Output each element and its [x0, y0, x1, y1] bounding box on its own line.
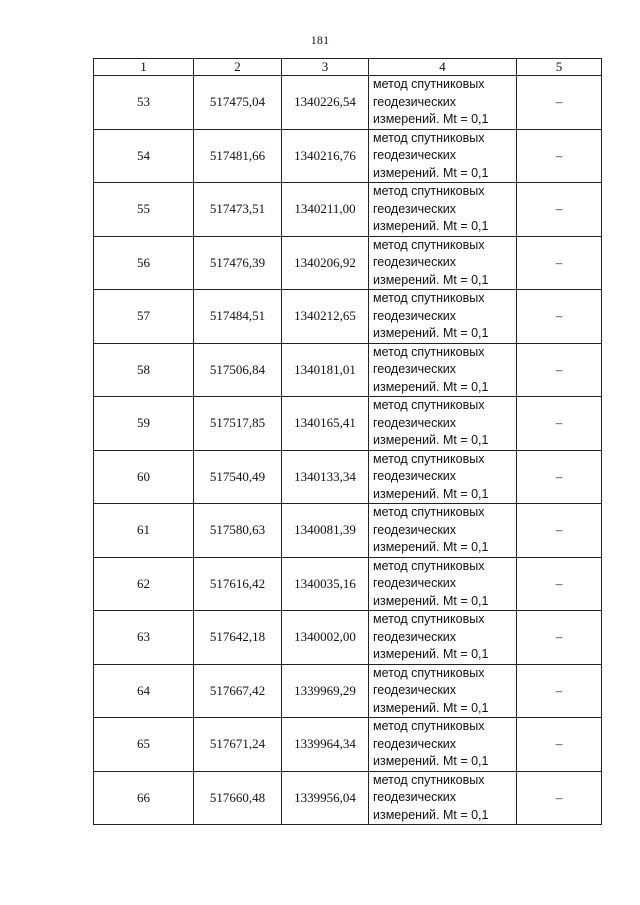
- y-coordinate-cell: 1340226,54: [282, 76, 369, 130]
- coordinates-table: [93, 58, 602, 825]
- note-cell: –: [517, 611, 602, 665]
- method-line: метод спутниковых: [373, 130, 485, 145]
- point-number-cell: 66: [94, 771, 194, 825]
- method-line: геодезических: [373, 255, 457, 269]
- point-number-cell: 61: [94, 504, 194, 558]
- y-coordinate-cell: 1340206,92: [282, 236, 369, 290]
- method-line: измерений. Mt = 0,1: [373, 754, 489, 768]
- x-coordinate-cell: 517642,18: [194, 611, 282, 665]
- y-coordinate-cell: 1339964,34: [282, 718, 369, 772]
- page-number: 181: [310, 33, 330, 47]
- method-line: геодезических: [373, 148, 457, 162]
- x-coordinate-cell: 517476,39: [194, 236, 282, 290]
- note-cell: –: [517, 557, 602, 611]
- point-number-cell: 64: [94, 664, 194, 718]
- method-line: метод спутниковых: [373, 772, 485, 787]
- method-cell: [369, 718, 517, 772]
- y-coordinate-cell: 1340133,34: [282, 450, 369, 504]
- y-coordinate-cell: 1340216,76: [282, 129, 369, 183]
- x-coordinate-cell: 517517,85: [194, 397, 282, 451]
- note-cell: –: [517, 343, 602, 397]
- x-coordinate-cell: 517616,42: [194, 557, 282, 611]
- y-coordinate-cell: 1340165,41: [282, 397, 369, 451]
- method-line: измерений. Mt = 0,1: [373, 219, 489, 233]
- method-line: геодезических: [373, 94, 457, 109]
- y-coordinate-cell: 1340212,65: [282, 290, 369, 344]
- point-number-cell: 65: [94, 718, 194, 772]
- method-line: геодезических: [373, 576, 457, 590]
- point-number-cell: 55: [94, 183, 194, 237]
- table-row: [94, 611, 602, 665]
- note-cell: –: [517, 771, 602, 825]
- method-cell: [369, 76, 517, 130]
- note-cell: –: [517, 504, 602, 558]
- method-line: измерений. Mt = 0,1: [373, 807, 489, 822]
- table-row: [94, 664, 602, 718]
- method-line: измерений. Mt = 0,1: [373, 379, 489, 394]
- method-line: метод спутниковых: [373, 344, 485, 359]
- table-row: [94, 397, 602, 451]
- point-number-cell: 62: [94, 557, 194, 611]
- method-line: метод спутниковых: [373, 237, 485, 252]
- method-cell: [369, 664, 517, 718]
- method-cell: [369, 290, 517, 344]
- table-row: [94, 343, 602, 397]
- y-coordinate-cell: 1339969,29: [282, 664, 369, 718]
- note-cell: –: [517, 129, 602, 183]
- method-cell: [369, 557, 517, 611]
- point-number-cell: 60: [94, 450, 194, 504]
- note-cell: –: [517, 664, 602, 718]
- method-cell: [369, 236, 517, 290]
- y-coordinate-cell: 1340081,39: [282, 504, 369, 558]
- column-header-5: 5: [517, 59, 602, 76]
- y-coordinate-cell: 1340181,01: [282, 343, 369, 397]
- column-header-2: 2: [194, 59, 282, 76]
- x-coordinate-cell: 517540,49: [194, 450, 282, 504]
- table-row: [94, 718, 602, 772]
- note-cell: –: [517, 397, 602, 451]
- method-line: измерений. Mt = 0,1: [373, 540, 489, 554]
- method-line: геодезических: [373, 201, 457, 216]
- column-header-1: 1: [94, 59, 194, 76]
- method-cell: [369, 450, 517, 504]
- note-cell: –: [517, 718, 602, 772]
- method-cell: [369, 397, 517, 451]
- method-line: метод спутниковых: [373, 558, 485, 573]
- method-cell: [369, 771, 517, 825]
- method-line: измерений. Mt = 0,1: [373, 112, 489, 126]
- table-row: [94, 771, 602, 825]
- method-line: измерений. Mt = 0,1: [373, 647, 489, 661]
- x-coordinate-cell: 517671,24: [194, 718, 282, 772]
- point-number-cell: 57: [94, 290, 194, 344]
- method-line: геодезических: [373, 629, 457, 644]
- method-line: геодезических: [373, 469, 457, 483]
- y-coordinate-cell: 1340002,00: [282, 611, 369, 665]
- method-line: геодезических: [373, 736, 457, 751]
- method-line: геодезических: [373, 308, 457, 323]
- point-number-cell: 58: [94, 343, 194, 397]
- table-header-row: [94, 59, 602, 76]
- table-body: [94, 76, 602, 825]
- point-number-cell: 63: [94, 611, 194, 665]
- method-line: измерений. Mt = 0,1: [373, 326, 489, 340]
- method-line: измерений. Mt = 0,1: [373, 433, 489, 447]
- method-line: измерений. Mt = 0,1: [373, 486, 489, 501]
- method-line: метод спутниковых: [373, 184, 485, 198]
- table-row: [94, 557, 602, 611]
- method-cell: [369, 129, 517, 183]
- x-coordinate-cell: 517473,51: [194, 183, 282, 237]
- table-row: [94, 129, 602, 183]
- x-coordinate-cell: 517580,63: [194, 504, 282, 558]
- method-line: измерений. Mt = 0,1: [373, 700, 489, 715]
- point-number-cell: 54: [94, 129, 194, 183]
- x-coordinate-cell: 517481,66: [194, 129, 282, 183]
- method-line: измерений. Mt = 0,1: [373, 272, 489, 287]
- method-line: измерений. Mt = 0,1: [373, 165, 489, 180]
- table-row: [94, 450, 602, 504]
- column-header-4: 4: [369, 59, 517, 76]
- note-cell: –: [517, 450, 602, 504]
- method-line: метод спутниковых: [373, 612, 485, 626]
- table-row: [94, 290, 602, 344]
- method-line: геодезических: [373, 522, 457, 537]
- x-coordinate-cell: 517667,42: [194, 664, 282, 718]
- x-coordinate-cell: 517475,04: [194, 76, 282, 130]
- method-line: геодезических: [373, 362, 457, 376]
- table-row: [94, 504, 602, 558]
- method-line: геодезических: [373, 790, 457, 804]
- note-cell: –: [517, 183, 602, 237]
- x-coordinate-cell: 517660,48: [194, 771, 282, 825]
- method-line: метод спутниковых: [373, 398, 485, 412]
- note-cell: –: [517, 76, 602, 130]
- method-line: метод спутниковых: [373, 719, 485, 733]
- column-header-3: 3: [282, 59, 369, 76]
- x-coordinate-cell: 517484,51: [194, 290, 282, 344]
- y-coordinate-cell: 1340035,16: [282, 557, 369, 611]
- method-line: метод спутниковых: [373, 665, 485, 680]
- method-line: метод спутниковых: [373, 505, 485, 519]
- method-cell: [369, 504, 517, 558]
- method-line: метод спутниковых: [373, 77, 485, 91]
- point-number-cell: 53: [94, 76, 194, 130]
- method-line: метод спутниковых: [373, 291, 485, 305]
- point-number-cell: 56: [94, 236, 194, 290]
- method-cell: [369, 611, 517, 665]
- y-coordinate-cell: 1340211,00: [282, 183, 369, 237]
- table-row: [94, 236, 602, 290]
- y-coordinate-cell: 1339956,04: [282, 771, 369, 825]
- table-row: [94, 76, 602, 130]
- method-cell: [369, 343, 517, 397]
- note-cell: –: [517, 236, 602, 290]
- method-line: геодезических: [373, 683, 457, 697]
- table-row: [94, 183, 602, 237]
- method-line: метод спутниковых: [373, 451, 485, 466]
- x-coordinate-cell: 517506,84: [194, 343, 282, 397]
- note-cell: –: [517, 290, 602, 344]
- method-cell: [369, 183, 517, 237]
- method-line: измерений. Mt = 0,1: [373, 593, 489, 608]
- point-number-cell: 59: [94, 397, 194, 451]
- method-line: геодезических: [373, 415, 457, 430]
